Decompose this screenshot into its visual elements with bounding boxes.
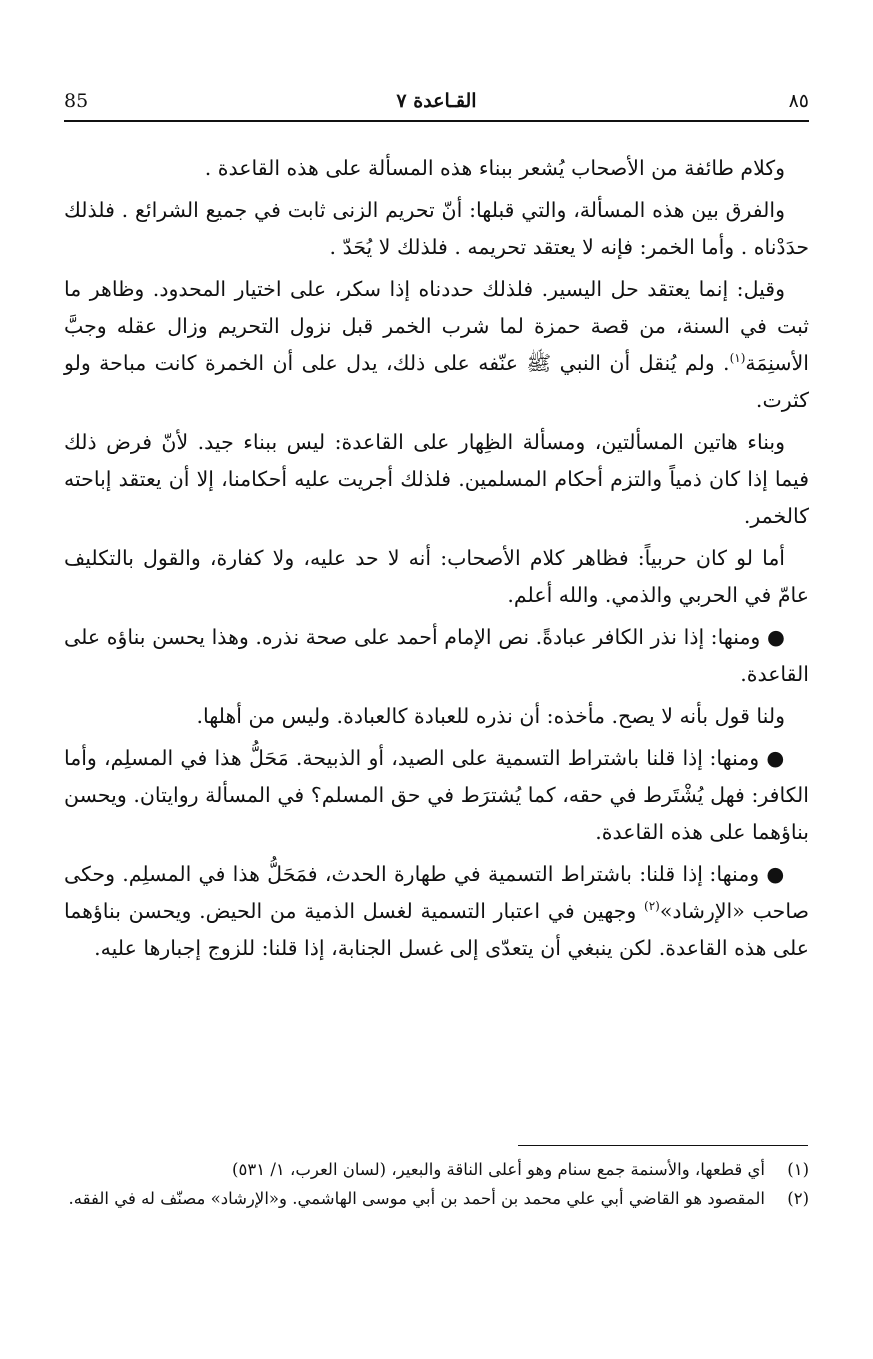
footnote <box>64 1156 809 1183</box>
paragraph <box>64 150 809 187</box>
paragraph <box>64 424 809 535</box>
page-number-arabic: ٨٥ <box>788 90 809 112</box>
paragraph <box>64 271 809 419</box>
paragraph-text: ولنا قول بأنه لا يصح. مأخذه: أن نذره للعبادة كالعبادة. وليس من أهلها. <box>196 704 785 728</box>
paragraph-text: وقيل: إنما يعتقد حل اليسير. فلذلك حددناه إذا سكر، على اختيار المحدود. وظاهر ما ثبت في السنة، من قصة حمزة لما شرب الخمر قبل نزول التحريم وزال عقله وجبَّ الأسنِمَة <box>64 277 809 375</box>
paragraph-text: . ولم يُنقل أن النبي ﷺ عنّفه على ذلك، يدل على أن الخمرة كانت مباحة ولو كثرت. <box>64 351 809 412</box>
bullet-paragraph <box>64 619 809 693</box>
footnote-text: المقصود هو القاضي أبي علي محمد بن أحمد بن أبي موسى الهاشمي. و«الإرشاد» مصنّف له في الفقه. <box>68 1189 765 1208</box>
paragraph-prefix: و <box>775 430 785 454</box>
footnote-reference[interactable]: (٢) <box>644 899 660 914</box>
paragraph-text: ومنها: إذا نذر الكافر عبادةً. نص الإمام أحمد على صحة نذره. وهذا يحسن بناؤه على القاعدة. <box>64 625 809 686</box>
bullet-paragraph <box>64 856 809 967</box>
bullet-icon: ● <box>766 746 785 770</box>
running-title: القـاعدة ٧ <box>396 90 477 112</box>
paragraph-text: وكلام طائفة من الأصحاب يُشعر ببناء هذه المسألة على هذه القاعدة . <box>204 156 785 180</box>
paragraph-text: بناء هاتين المسألتين، ومسألة الظِهار على القاعدة: ليس ببناء جيد. لأنّ فرض ذلك فيما إذا كان ذمياً والتزم أحكام المسلمين. فلذلك أجريت عليه أحكامنا، إلا أن يعتقد إباحته كالخمر. <box>64 430 809 528</box>
footnote-number: (١) <box>787 1160 809 1179</box>
bullet-paragraph <box>64 740 809 851</box>
bullet-icon: ● <box>766 625 785 649</box>
footnote-reference[interactable]: (١) <box>729 351 746 366</box>
paragraph-text: ومنها: إذا قلنا باشتراط التسمية على الصيد، أو الذبيحة. مَحَلُّ هذا في المسلِم، وأما الكافر: فهل يُشْتَرط في حقه، كما يُشترَط في حق المسلم؟ في المسألة روايتان. ويحسن بناؤهما على هذه القاعدة. <box>64 746 809 844</box>
paragraph-text: أما لو كان حربياً: فظاهر كلام الأصحاب: أنه لا حد عليه، ولا كفارة، والقول بالتكليف عامّ في الحربي والذمي. والله أعلم. <box>64 546 809 607</box>
paragraph <box>64 540 809 614</box>
paragraph-text: والفرق بين هذه المسألة، والتي قبلها: أنّ تحريم الزنى ثابت في جميع الشرائع . فلذلك حدَدْناه . وأما الخمر: فإنه لا يعتقد تحريمه . فلذلك لا يُحَدّ . <box>64 198 809 259</box>
footnote-number: (٢) <box>787 1189 809 1208</box>
footnotes <box>64 1156 809 1214</box>
page-header <box>64 84 809 122</box>
page-number-latin: 85 <box>64 90 89 112</box>
paragraph <box>64 192 809 266</box>
paragraph-text: وجهين في اعتبار التسمية لغسل الذمية من الحيض. ويحسن بناؤهما على هذه القاعدة. لكن ينبغي أن يتعدّى إلى غسل الجنابة، إذا قلنا: للزوج إجبارها عليه. <box>64 899 809 960</box>
paragraph <box>64 698 809 735</box>
footnote-text: أي قطعها، والأسنمة جمع سنام وهو أعلى الناقة والبعير، (لسان العرب، ١/ ٥٣١) <box>232 1160 765 1179</box>
footnote <box>64 1185 809 1212</box>
bullet-icon: ● <box>766 862 785 886</box>
main-text <box>64 150 809 967</box>
paragraph-text: ومنها: إذا قلنا: باشتراط التسمية في طهارة الحدث، فمَحَلُّ هذا في المسلِم. وحكى صاحب «الإرشاد» <box>64 862 809 923</box>
footnote-separator <box>518 1145 808 1146</box>
